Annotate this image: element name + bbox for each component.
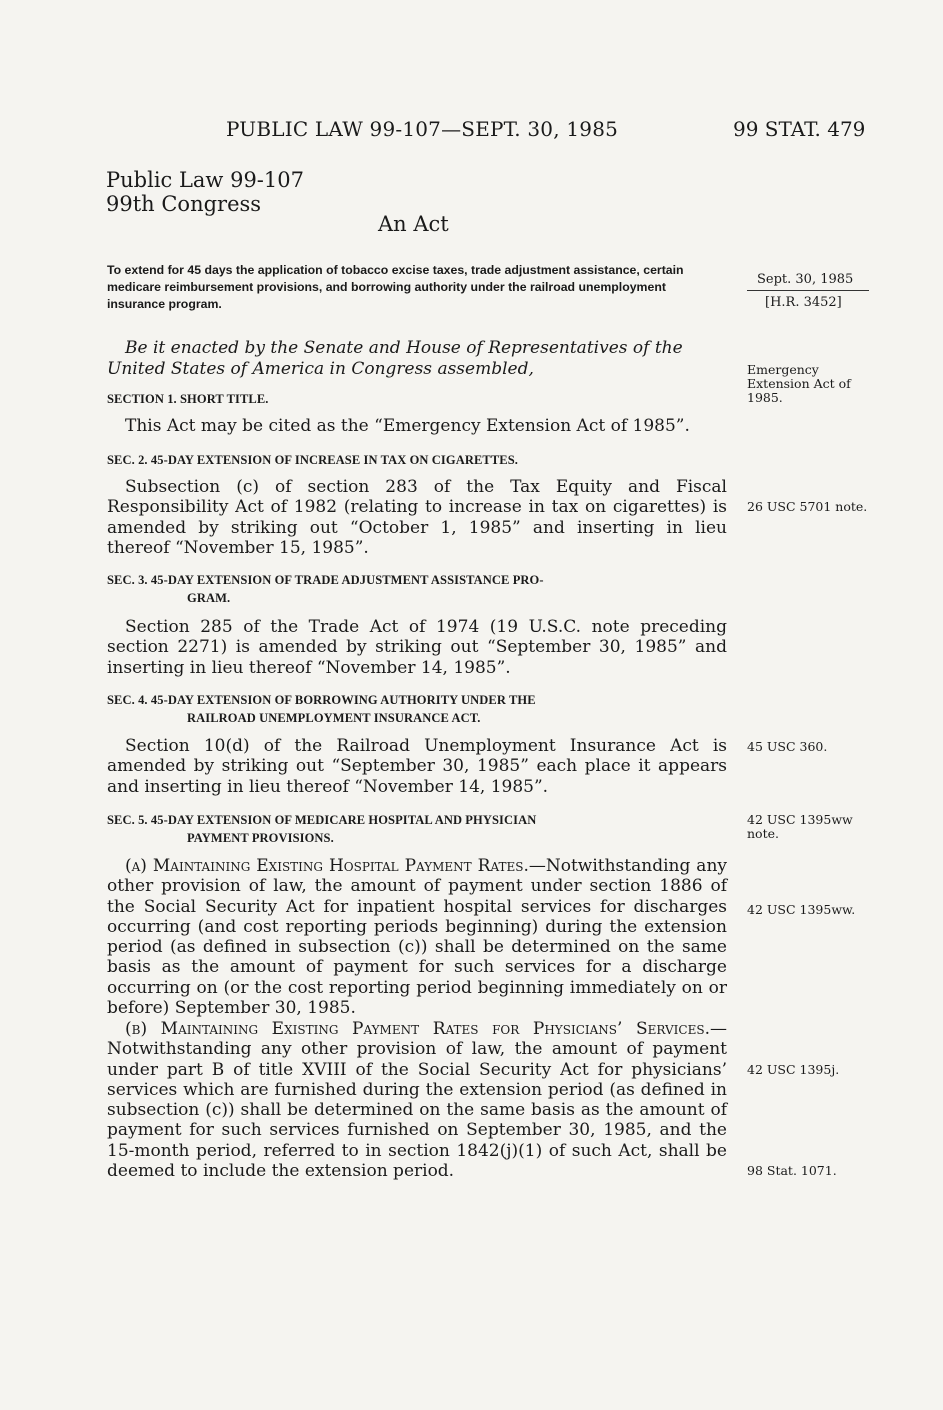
- section-4-heading: [107, 691, 727, 727]
- section-5b-paragraph: [107, 1019, 727, 1181]
- section-5b-margin-note-1: 42 USC 1395j.: [747, 1062, 840, 1077]
- statute-page-number: 99 STAT. 479: [733, 117, 866, 141]
- section-5-heading-line1: SEC. 5. 45-DAY EXTENSION OF MEDICARE HOSPITAL AND PHYSICIAN: [107, 813, 537, 827]
- section-3-heading-line1: SEC. 3. 45-DAY EXTENSION OF TRADE ADJUSTMENT ASSISTANCE PRO-: [107, 573, 544, 587]
- section-5-heading-line2: PAYMENT PROVISIONS.: [187, 831, 334, 845]
- act-title: An Act: [378, 212, 449, 236]
- public-law-number: Public Law 99-107: [106, 168, 304, 192]
- section-1-text: This Act may be cited as the “Emergency Extension Act of 1985”.: [125, 416, 690, 436]
- section-3-heading-line2: GRAM.: [187, 591, 231, 605]
- section-5a-heading: (a) Maintaining Existing Hospital Payment Rates.: [125, 856, 529, 876]
- section-5a-margin-note: 42 USC 1395ww.: [747, 902, 856, 917]
- section-4-margin-note: 45 USC 360.: [747, 739, 828, 754]
- act-purpose: To extend for 45 days the application of tobacco excise taxes, trade adjustment assistance, certain medicare reimbursement provisions, and borrowing authority under the railroad unemployment insurance program.: [107, 263, 684, 311]
- section-4-heading-line1: SEC. 4. 45-DAY EXTENSION OF BORROWING AUTHORITY UNDER THE: [107, 693, 536, 707]
- section-1-heading: SECTION 1. SHORT TITLE.: [107, 392, 269, 406]
- enactment-note: [747, 272, 869, 311]
- enacting-clause: Be it enacted by the Senate and House of Representatives of the United States of America in Congress assembled,: [107, 338, 683, 379]
- section-4-text: Section 10(d) of the Railroad Unemployment Insurance Act is amended by striking out “September 30, 1985” each place it appears and inserting in lieu thereof “November 14, 1985”.: [107, 736, 727, 797]
- section-5a-paragraph: [107, 856, 727, 1018]
- congress-label: 99th Congress: [106, 192, 262, 216]
- section-2-text: Subsection (c) of section 283 of the Tax Equity and Fiscal Responsibility Act of 1982 (relating to increase in tax on cigarettes) is amended by striking out “October 1, 1985” and inserting in lieu thereof “November 15, 1985”.: [107, 477, 727, 558]
- section-3-heading: [107, 571, 727, 607]
- short-title-margin-note: Emergency Extension Act of 1985.: [747, 362, 851, 405]
- enactment-date: Sept. 30, 1985: [747, 272, 869, 291]
- section-4-heading-line2: RAILROAD UNEMPLOYMENT INSURANCE ACT.: [187, 711, 481, 725]
- section-5b-text: —Notwithstanding any other provision of law, the amount of payment under part B of title XVIII of the Social Security Act for physicians’ services which are furnished during the extension period (as defined in subsection (c)) shall be determined on the same basis as the amount of payment for such services furnished on September 30, 1985, and the 15-month period, referred to in section 1842(j)(1) of such Act, shall be deemed to include the extension period.: [107, 1019, 727, 1182]
- section-2-heading: SEC. 2. 45-DAY EXTENSION OF INCREASE IN TAX ON CIGARETTES.: [107, 453, 518, 467]
- section-5-margin-note: 42 USC 1395ww note.: [747, 812, 853, 841]
- bleed-through: [130, 150, 135, 168]
- section-5b-margin-note-2: 98 Stat. 1071.: [747, 1163, 837, 1178]
- running-header-title: PUBLIC LAW 99-107—SEPT. 30, 1985: [226, 117, 619, 141]
- section-5-heading: [107, 811, 727, 847]
- section-5a-text: —Notwithstanding any other provision of law, the amount of payment under section 1886 of the Social Security Act for inpatient hospital services for discharges occurring (and cost reporting periods beginning) during the extension period (as defined in subsection (c)) shall be determined on the same basis as the amount of payment for such services for a discharge occurring on (or the cost reporting period beginning immediately on or before) September 30, 1985.: [107, 856, 727, 1019]
- section-2-margin-note: 26 USC 5701 note.: [747, 499, 868, 514]
- section-5b-heading: (b) Maintaining Existing Payment Rates for Physicians’ Services.: [125, 1019, 710, 1039]
- bill-number: [H.R. 3452]: [765, 295, 842, 310]
- section-3-text: Section 285 of the Trade Act of 1974 (19 U.S.C. note preceding section 2271) is amended by striking out “September 30, 1985” and inserting in lieu thereof “November 14, 1985”.: [107, 617, 727, 678]
